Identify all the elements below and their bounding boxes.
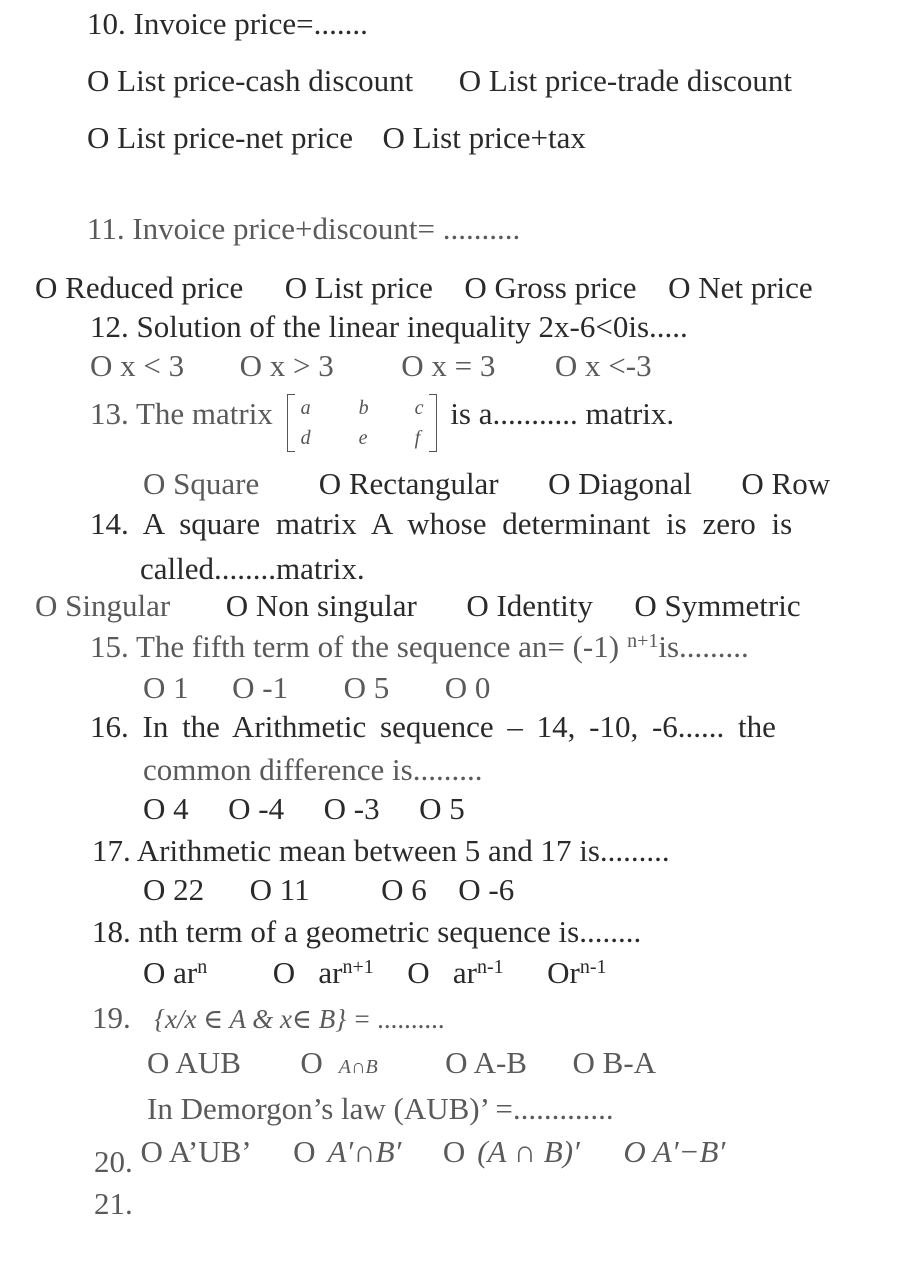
- q18-option-c-base: O ar: [407, 955, 477, 990]
- q10-option-a[interactable]: O List price-cash discount: [87, 63, 414, 98]
- q19-option-d[interactable]: O B-A: [572, 1045, 657, 1080]
- q12-option-d[interactable]: O x <-3: [554, 348, 652, 383]
- q20-option-c-marker: O: [442, 1134, 466, 1169]
- q14-option-b[interactable]: O Non singular: [225, 588, 417, 623]
- q21-number: 21.: [94, 1186, 133, 1221]
- q19-set-notation: {x/x ∈ A & x∈ B} = ..........: [154, 1004, 446, 1034]
- q17-option-a[interactable]: O 22: [143, 872, 205, 907]
- q19-option-b[interactable]: [300, 1045, 377, 1085]
- q16-option-d[interactable]: O 5: [419, 791, 465, 826]
- q18-option-c-exp: n-1: [476, 956, 504, 978]
- q18-option-b-base: O ar: [272, 955, 343, 990]
- q13-option-a[interactable]: O Square: [143, 466, 260, 501]
- q18-option-b-exp: n+1: [342, 956, 374, 978]
- q15-option-b[interactable]: O -1: [232, 670, 289, 705]
- q14-option-c[interactable]: O Identity: [466, 588, 593, 623]
- q19-option-c[interactable]: O A-B: [445, 1045, 527, 1080]
- q20-number: 20.: [94, 1144, 133, 1179]
- q11-option-b[interactable]: O List price: [284, 270, 433, 305]
- q10-stem: 10. Invoice price=.......: [87, 6, 368, 41]
- q20-options: [94, 1134, 726, 1179]
- q16-option-a[interactable]: O 4: [143, 791, 189, 826]
- q20-stem: In Demorgon’s law (AUB)’ =.............: [147, 1091, 614, 1126]
- q15-option-a[interactable]: O 1: [143, 670, 189, 705]
- q13-option-d[interactable]: O Row: [741, 466, 831, 501]
- q18-option-b[interactable]: [273, 955, 374, 991]
- q13-stem-end: is a........... matrix.: [450, 396, 675, 431]
- q18-option-d[interactable]: [547, 955, 606, 991]
- q19-options: [147, 1045, 656, 1085]
- q11-option-c[interactable]: O Gross price: [464, 270, 637, 305]
- q17-option-c[interactable]: O 6: [381, 872, 427, 907]
- q11-option-a[interactable]: O Reduced price: [35, 270, 244, 305]
- q20-option-b-expr: A′∩B′: [327, 1134, 402, 1169]
- q19-option-a[interactable]: O AUB: [147, 1045, 241, 1080]
- q20-option-c-expr: (A ∩ B)′: [477, 1134, 580, 1169]
- q15-options: [143, 670, 490, 706]
- q11-option-d[interactable]: O Net price: [668, 270, 813, 305]
- q18-option-d-exp: n-1: [579, 956, 607, 978]
- q20-option-b-marker: O: [293, 1134, 316, 1169]
- matrix-entry-b: b: [358, 397, 369, 419]
- matrix-entry-a: a: [300, 397, 311, 419]
- q14-stem-line2: called........matrix.: [140, 551, 365, 586]
- matrix-entry-d: d: [300, 427, 311, 449]
- q18-option-d-base: Or: [547, 955, 580, 990]
- q18-options: [143, 955, 607, 991]
- q12-option-b[interactable]: O x > 3: [239, 348, 334, 383]
- q19-option-b-expr: A∩B: [338, 1056, 378, 1078]
- q15-stem-start: 15. The fifth term of the sequence an= (-1): [90, 629, 620, 664]
- matrix-entry-f: f: [414, 427, 421, 449]
- q10-option-b[interactable]: O List price-trade discount: [458, 63, 792, 98]
- q17-option-d[interactable]: O -6: [458, 872, 515, 907]
- q11-stem: 11. Invoice price+discount= ..........: [87, 211, 521, 246]
- q19-option-b-marker: O: [300, 1045, 323, 1080]
- q20-option-d[interactable]: O A′−B′: [623, 1134, 726, 1169]
- q18-option-a-base: O ar: [143, 955, 198, 990]
- q10-options-row2: [87, 120, 586, 156]
- q14-options: [35, 588, 801, 624]
- q18-option-a-exp: n: [197, 956, 208, 978]
- q15-stem: [90, 629, 749, 665]
- q12-options: [90, 348, 652, 384]
- q13-matrix: [287, 392, 437, 454]
- q17-option-b[interactable]: O 11: [249, 872, 310, 907]
- q17-options: [143, 872, 514, 908]
- q15-exponent: n+1: [627, 630, 659, 652]
- q15-option-d[interactable]: O 0: [444, 670, 491, 705]
- q10-option-d[interactable]: O List price+tax: [382, 120, 586, 155]
- q13-options: [143, 466, 830, 502]
- q17-stem: 17. Arithmetic mean between 5 and 17 is.........: [92, 833, 670, 868]
- q20-option-c[interactable]: [443, 1134, 580, 1170]
- q19-number: 19.: [92, 1000, 131, 1035]
- matrix-entry-c: c: [414, 397, 424, 419]
- q18-stem: 18. nth term of a geometric sequence is........: [92, 914, 642, 949]
- q12-stem: 12. Solution of the linear inequality 2x-6<0is.....: [90, 309, 688, 344]
- q13-option-b[interactable]: O Rectangular: [318, 466, 499, 501]
- q15-option-c[interactable]: O 5: [343, 670, 390, 705]
- q14-option-a[interactable]: O Singular: [35, 588, 171, 623]
- q13-stem-start: 13. The matrix: [90, 396, 273, 431]
- matrix-entry-e: e: [358, 427, 368, 449]
- q16-option-c[interactable]: O -3: [323, 791, 380, 826]
- q16-stem-line1: 16. In the Arithmetic sequence – 14, -10, -6...... the: [90, 709, 776, 744]
- q15-stem-end: is.........: [658, 629, 749, 664]
- q12-option-c[interactable]: O x = 3: [401, 348, 496, 383]
- q12-option-a[interactable]: O x < 3: [90, 348, 185, 383]
- q18-option-c[interactable]: [407, 955, 503, 991]
- q13-option-c[interactable]: O Diagonal: [548, 466, 692, 501]
- q19-stem: [92, 1000, 445, 1037]
- q13-stem: [90, 392, 674, 454]
- q10-options-row1: [87, 63, 792, 99]
- q16-options: [143, 791, 465, 827]
- q20-option-a[interactable]: O A’UB’: [140, 1134, 252, 1169]
- q10-option-c[interactable]: O List price-net price: [87, 120, 353, 155]
- q18-option-a[interactable]: [143, 955, 207, 991]
- q14-option-d[interactable]: O Symmetric: [634, 588, 801, 623]
- q20-option-b[interactable]: [293, 1134, 401, 1170]
- q16-option-b[interactable]: O -4: [228, 791, 285, 826]
- q16-stem-line2: common difference is.........: [143, 752, 483, 787]
- q11-options: [35, 270, 813, 306]
- q14-stem-line1: 14. A square matrix A whose determinant is zero is: [90, 506, 793, 541]
